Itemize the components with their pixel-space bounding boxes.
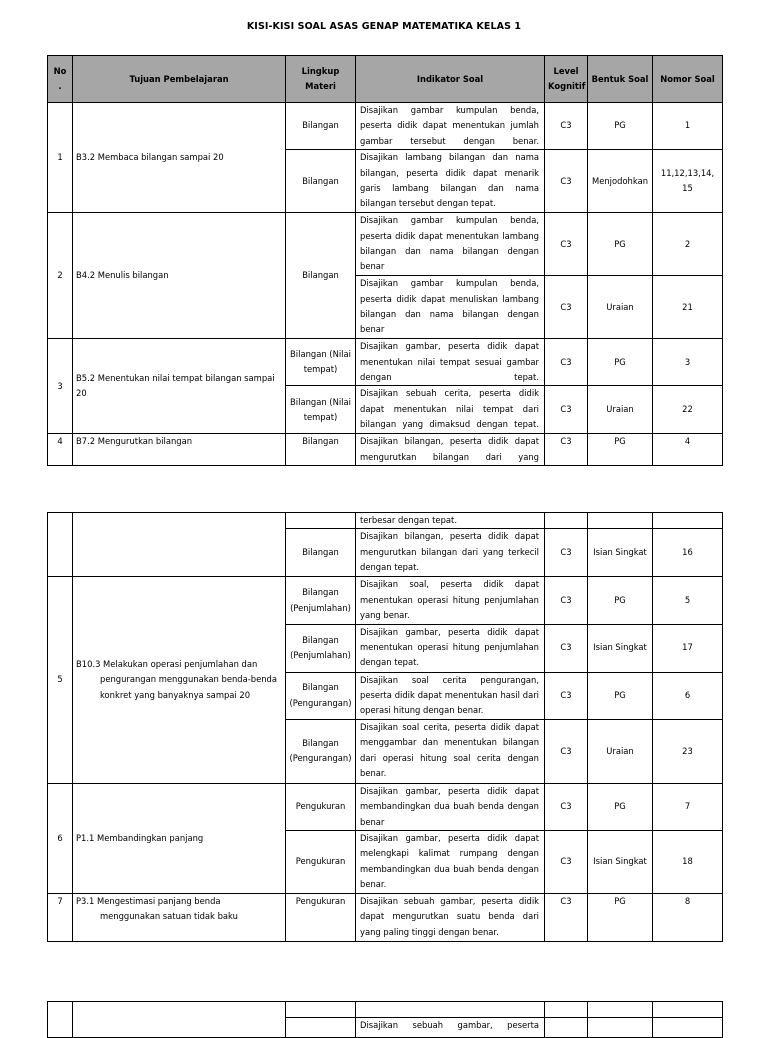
cell-lingkup: Bilangan xyxy=(286,103,356,150)
cell-indikator: Disajikan bilangan, peserta didik dapat mengurutkan bilangan dari yang xyxy=(356,434,545,466)
cell-lingkup xyxy=(286,1018,356,1038)
cell-bentuk: PG xyxy=(588,434,653,466)
table-row xyxy=(48,513,723,529)
cell-no: 1 xyxy=(48,103,73,213)
cell-indikator: Disajikan gambar kumpulan benda, peserta didik dapat menentukan jumlah gambar tersebut dengan benar. xyxy=(356,103,545,150)
cell-indikator: Disajikan lambang bilangan dan nama bilangan, peserta didik dapat menarik garis lambang bilangan dan nama bilangan tersebut dengan tepat. xyxy=(356,150,545,213)
cell-tujuan-wrap xyxy=(73,577,286,783)
cell-level: C3 xyxy=(545,894,588,942)
cell-tujuan: P3.1 Mengestimasi panjang benda menggunakan satuan tidak baku xyxy=(76,896,238,922)
cell-nomor xyxy=(653,513,723,529)
page-title: KISI-KISI SOAL ASAS GENAP MATEMATIKA KELAS 1 xyxy=(246,21,522,32)
cell-nomor xyxy=(653,1002,723,1018)
cell-indikator: Disajikan sebuah cerita, peserta didik dapat menentukan nilai tempat dari bilangan yang dimaksud dengan tepat. xyxy=(356,386,545,434)
cell-no: 2 xyxy=(48,213,73,339)
cell-tujuan xyxy=(73,513,286,577)
cell-bentuk: Isian Singkat xyxy=(588,529,653,577)
header-no: No . xyxy=(48,56,73,103)
cell-bentuk xyxy=(588,513,653,529)
cell-no: 3 xyxy=(48,339,73,434)
cell-lingkup xyxy=(286,513,356,529)
cell-level: C3 xyxy=(545,719,588,783)
cell-indikator: Disajikan soal cerita, peserta didik dapat menggambar dan menentukan bilangan dari operasi hitung soal cerita dengan benar. xyxy=(356,719,545,783)
cell-level: C3 xyxy=(545,339,588,386)
cell-indikator: Disajikan gambar, peserta didik dapat melengkapi kalimat rumpang dengan membandingkan dua buah benda dengan benar. xyxy=(356,831,545,894)
cell-nomor: 6 xyxy=(653,672,723,719)
cell-no: 7 xyxy=(48,894,73,942)
cell-bentuk: PG xyxy=(588,339,653,386)
cell-level: C3 xyxy=(545,386,588,434)
cell-tujuan-wrap xyxy=(73,894,286,942)
cell-lingkup: Bilangan (Pengurangan) xyxy=(286,672,356,719)
cell-indikator: Disajikan gambar, peserta didik dapat menentukan nilai tempat sesuai gambar dengan tepat. xyxy=(356,339,545,386)
cell-bentuk: Isian Singkat xyxy=(588,831,653,894)
cell-lingkup: Bilangan xyxy=(286,529,356,577)
header-bentuk: Bentuk Soal xyxy=(588,56,653,103)
cell-nomor: 23 xyxy=(653,719,723,783)
cell-indikator: Disajikan soal, peserta didik dapat menentukan operasi hitung penjumlahan yang benar. xyxy=(356,577,545,624)
cell-bentuk: PG xyxy=(588,103,653,150)
cell-nomor: 21 xyxy=(653,276,723,339)
table-row xyxy=(48,894,723,942)
cell-bentuk: PG xyxy=(588,577,653,624)
cell-nomor: 2 xyxy=(653,213,723,276)
header-lingkup: Lingkup Materi xyxy=(286,56,356,103)
cell-nomor: 8 xyxy=(653,894,723,942)
cell-level: C3 xyxy=(545,213,588,276)
cell-tujuan: B10.3 Melakukan operasi penjumlahan dan pengurangan menggunakan benda-benda konkret yang banyaknya sampai 20 xyxy=(76,659,277,700)
header-indikator: Indikator Soal xyxy=(356,56,545,103)
cell-no: 6 xyxy=(48,783,73,893)
kisi-table-part-2 xyxy=(47,512,723,942)
cell-level: C3 xyxy=(545,577,588,624)
cell-bentuk: Uraian xyxy=(588,386,653,434)
cell-level xyxy=(545,1018,588,1038)
cell-tujuan: P1.1 Membandingkan panjang xyxy=(73,783,286,893)
cell-nomor: 16 xyxy=(653,529,723,577)
cell-nomor: 18 xyxy=(653,831,723,894)
cell-bentuk: PG xyxy=(588,672,653,719)
cell-indikator: Disajikan bilangan, peserta didik dapat mengurutkan bilangan dari yang terkecil dengan tepat. xyxy=(356,529,545,577)
cell-level: C3 xyxy=(545,103,588,150)
header-tujuan: Tujuan Pembelajaran xyxy=(73,56,286,103)
cell-bentuk: PG xyxy=(588,213,653,276)
cell-level xyxy=(545,513,588,529)
cell-lingkup: Bilangan (Pengurangan) xyxy=(286,719,356,783)
cell-bentuk xyxy=(588,1002,653,1018)
table-header-row xyxy=(48,56,723,103)
cell-lingkup: Bilangan xyxy=(286,434,356,466)
cell-level: C3 xyxy=(545,831,588,894)
cell-nomor xyxy=(653,1018,723,1038)
header-level: Level Kognitif xyxy=(545,56,588,103)
cell-indikator: terbesar dengan tepat. xyxy=(356,513,545,529)
cell-level: C3 xyxy=(545,672,588,719)
cell-tujuan: B4.2 Menulis bilangan xyxy=(73,213,286,339)
cell-no xyxy=(48,1002,73,1038)
cell-nomor: 4 xyxy=(653,434,723,466)
cell-tujuan: B5.2 Menentukan nilai tempat bilangan sampai 20 xyxy=(73,339,286,434)
cell-lingkup: Bilangan (Penjumlahan) xyxy=(286,577,356,624)
cell-indikator: Disajikan sebuah gambar, peserta xyxy=(356,1018,545,1038)
cell-level xyxy=(545,1002,588,1018)
cell-nomor: 22 xyxy=(653,386,723,434)
cell-level: C3 xyxy=(545,434,588,466)
cell-no: 5 xyxy=(48,577,73,783)
cell-tujuan xyxy=(73,1002,286,1038)
cell-level: C3 xyxy=(545,783,588,830)
cell-nomor: 7 xyxy=(653,783,723,830)
table-row xyxy=(48,213,723,276)
cell-indikator: Disajikan gambar kumpulan benda, peserta didik dapat menentukan lambang bilangan dan nama bilangan dengan benar xyxy=(356,213,545,276)
cell-tujuan: B3.2 Membaca bilangan sampai 20 xyxy=(73,103,286,213)
table-row xyxy=(48,577,723,624)
table-row xyxy=(48,783,723,830)
cell-indikator: Disajikan soal cerita pengurangan, peserta didik dapat menentukan hasil dari operasi hitung dengan benar. xyxy=(356,672,545,719)
table-row xyxy=(48,103,723,150)
cell-lingkup: Bilangan (Nilai tempat) xyxy=(286,339,356,386)
cell-nomor: 17 xyxy=(653,624,723,672)
cell-lingkup: Pengukuran xyxy=(286,831,356,894)
cell-level: C3 xyxy=(545,624,588,672)
table-row xyxy=(48,434,723,466)
table-row xyxy=(48,339,723,386)
table-row xyxy=(48,1002,723,1018)
cell-bentuk: Uraian xyxy=(588,719,653,783)
cell-level: C3 xyxy=(545,529,588,577)
cell-level: C3 xyxy=(545,276,588,339)
cell-indikator: Disajikan gambar, peserta didik dapat membandingkan dua buah benda dengan benar xyxy=(356,783,545,830)
cell-tujuan: B7.2 Mengurutkan bilangan xyxy=(73,434,286,466)
cell-lingkup: Bilangan xyxy=(286,150,356,213)
cell-nomor: 5 xyxy=(653,577,723,624)
cell-lingkup: Pengukuran xyxy=(286,783,356,830)
cell-indikator: Disajikan gambar kumpulan benda, peserta didik dapat menuliskan lambang bilangan dan nama bilangan dengan benar xyxy=(356,276,545,339)
cell-no: 4 xyxy=(48,434,73,466)
cell-lingkup: Bilangan xyxy=(286,213,356,339)
cell-no xyxy=(48,513,73,577)
cell-bentuk: Uraian xyxy=(588,276,653,339)
cell-bentuk xyxy=(588,1018,653,1038)
header-nomor: Nomor Soal xyxy=(653,56,723,103)
cell-indikator: Disajikan gambar, peserta didik dapat menentukan operasi hitung penjumlahan dengan tepat. xyxy=(356,624,545,672)
cell-indikator xyxy=(356,1002,545,1018)
cell-bentuk: Isian Singkat xyxy=(588,624,653,672)
kisi-table-part-1 xyxy=(47,55,723,466)
cell-bentuk: PG xyxy=(588,783,653,830)
kisi-table-part-3 xyxy=(47,1001,723,1038)
cell-nomor: 3 xyxy=(653,339,723,386)
cell-indikator: Disajikan sebuah gambar, peserta didik dapat mengurutkan suatu benda dari yang paling tinggi dengan benar. xyxy=(356,894,545,942)
cell-lingkup: Bilangan (Penjumlahan) xyxy=(286,624,356,672)
cell-nomor: 11,12,13,14, 15 xyxy=(653,150,723,213)
cell-lingkup: Pengukuran xyxy=(286,894,356,942)
cell-lingkup: Bilangan (Nilai tempat) xyxy=(286,386,356,434)
cell-level: C3 xyxy=(545,150,588,213)
cell-bentuk: Menjodohkan xyxy=(588,150,653,213)
cell-nomor: 1 xyxy=(653,103,723,150)
cell-bentuk: PG xyxy=(588,894,653,942)
cell-lingkup xyxy=(286,1002,356,1018)
